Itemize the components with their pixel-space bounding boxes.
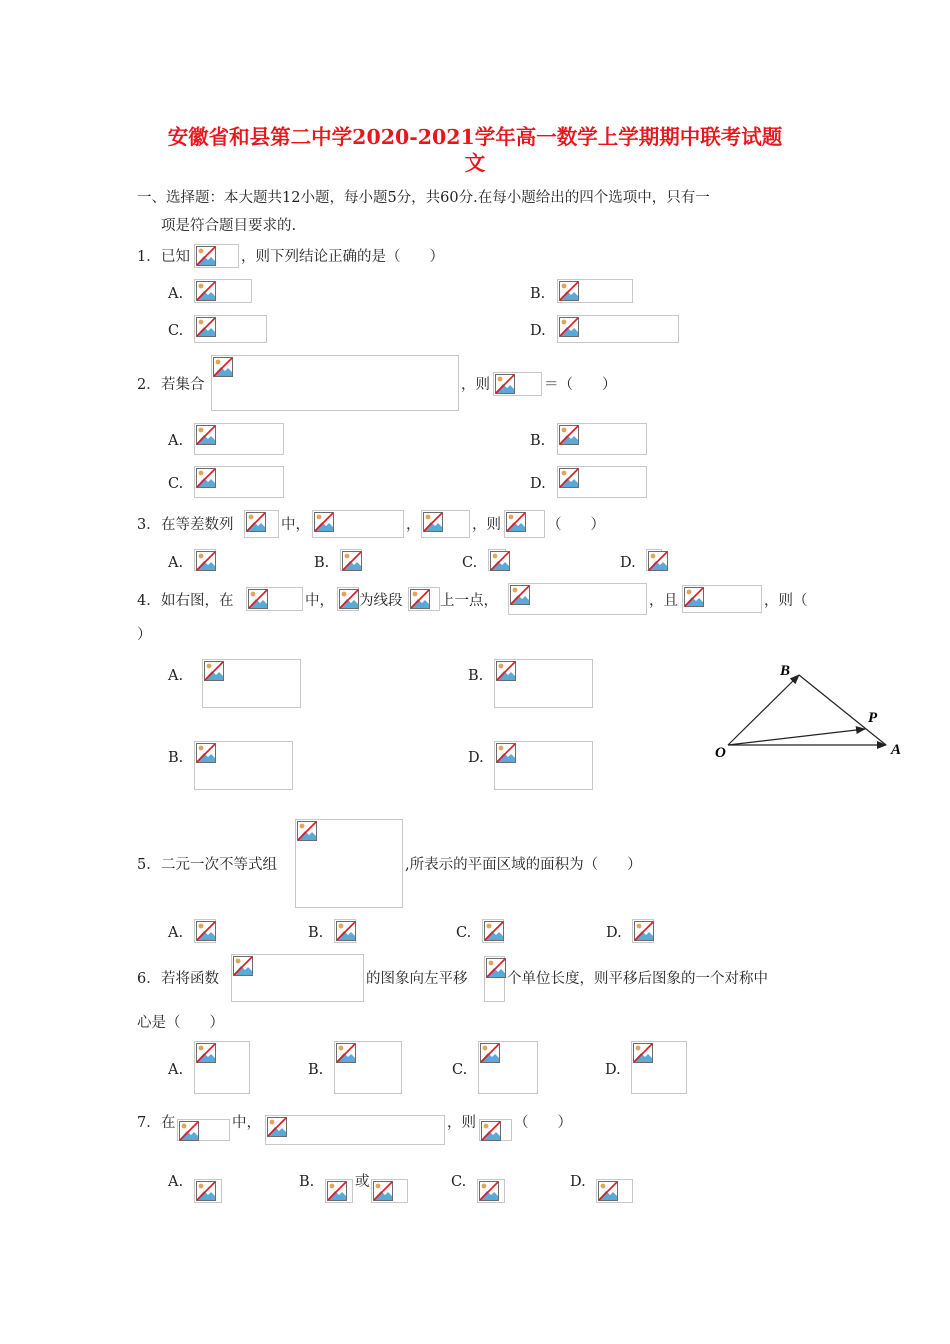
question-text: 已知 [161, 249, 190, 265]
document-title-line2: 文 [464, 151, 486, 175]
option-label: A. [168, 433, 184, 449]
formula-image [408, 587, 440, 611]
option-label: D. [530, 476, 546, 492]
broken-image-icon [480, 1043, 500, 1063]
broken-image-icon [327, 1181, 347, 1201]
option-label: B. [308, 1062, 324, 1078]
option-label: A. [168, 555, 184, 571]
option-label: B. [299, 1174, 315, 1190]
question-text: 的图象向左平移 [366, 971, 468, 987]
option-image [494, 741, 593, 790]
option-label: A. [168, 286, 184, 302]
option-image [646, 549, 662, 571]
question-text: ） [137, 627, 152, 643]
option-label: A. [168, 1174, 184, 1190]
formula-image [177, 1119, 230, 1141]
question-number: 7． [137, 1115, 161, 1131]
broken-image-icon [267, 1117, 287, 1137]
vector-triangle-figure [705, 650, 915, 765]
section-instruction: 一、选择题：本大题共12小题，每小题5分，共60分.在每小题给出的四个选项中，只有一 [137, 190, 710, 206]
formula-image [246, 587, 303, 611]
option-label: C. [452, 1062, 468, 1078]
option-image [478, 1041, 538, 1094]
broken-image-icon [297, 821, 317, 841]
option-label: D. [605, 1062, 621, 1078]
vector-op [728, 729, 865, 745]
option-label: B. [530, 286, 546, 302]
broken-image-icon [559, 425, 579, 445]
broken-image-icon [339, 589, 359, 609]
option-label: C. [168, 476, 184, 492]
formula-image [484, 956, 505, 1002]
option-image [194, 423, 284, 455]
option-label: A. [168, 925, 184, 941]
broken-image-icon [196, 281, 216, 301]
broken-image-icon [559, 281, 579, 301]
question-text: 中， [305, 593, 334, 609]
broken-image-icon [213, 357, 233, 377]
option-label: D. [468, 750, 484, 766]
option-image [596, 1179, 633, 1203]
question-text: 若将函数 [161, 971, 219, 987]
broken-image-icon [314, 512, 334, 532]
broken-image-icon [486, 958, 506, 978]
option-image [340, 549, 362, 571]
broken-image-icon [246, 512, 266, 532]
option-image [334, 919, 356, 943]
broken-image-icon [196, 246, 216, 266]
broken-image-icon [179, 1121, 199, 1141]
broken-image-icon [196, 921, 216, 941]
broken-image-icon [196, 468, 216, 488]
option-image [482, 919, 504, 943]
option-label: A. [168, 1062, 184, 1078]
formula-image [479, 1119, 512, 1141]
question-text: ，则下列结论正确的是（ ） [241, 249, 444, 265]
option-image [194, 549, 216, 571]
question-number: 5． [137, 857, 161, 873]
question-text: ，则 [461, 377, 490, 393]
formula-image [231, 954, 364, 1002]
option-label: C. [168, 323, 184, 339]
broken-image-icon [196, 551, 216, 571]
formula-image [682, 585, 762, 613]
broken-image-icon [196, 1043, 216, 1063]
option-image [632, 919, 654, 943]
vector-ob [728, 675, 799, 745]
question-text: 中， [232, 1115, 261, 1131]
broken-image-icon [336, 1043, 356, 1063]
broken-image-icon [490, 551, 510, 571]
broken-image-icon [633, 1043, 653, 1063]
option-label: C. [451, 1174, 467, 1190]
formula-image [421, 510, 470, 538]
option-label: D. [620, 555, 636, 571]
question-text: （ ） [547, 517, 605, 533]
broken-image-icon [648, 551, 668, 571]
option-image [477, 1179, 505, 1203]
broken-image-icon [196, 425, 216, 445]
broken-image-icon [496, 661, 516, 681]
question-number: 2． [137, 377, 161, 393]
question-text: ,所表示的平面区域的面积为（ ） [405, 857, 642, 873]
option-image [557, 315, 679, 343]
question-text: 如右图，在 [161, 593, 234, 609]
broken-image-icon [495, 374, 515, 394]
broken-image-icon [559, 468, 579, 488]
label-o: O [715, 745, 726, 761]
option-image [488, 549, 506, 571]
option-image [194, 741, 293, 790]
question-text: 心是（ ） [137, 1015, 224, 1031]
section-instruction-line2: 项是符合题目要求的. [161, 218, 297, 234]
option-image [194, 919, 216, 943]
formula-image [194, 244, 239, 268]
option-label: B. [308, 925, 324, 941]
broken-image-icon [373, 1181, 393, 1201]
question-text: 二元一次不等式组 [161, 857, 277, 873]
option-image [194, 1179, 222, 1203]
question-text: （ ） [514, 1115, 572, 1131]
option-image [371, 1179, 408, 1203]
broken-image-icon [196, 743, 216, 763]
broken-image-icon [342, 551, 362, 571]
question-text: ，则 [447, 1115, 476, 1131]
option-label: B. [168, 750, 184, 766]
formula-image [508, 583, 647, 615]
option-image [557, 423, 647, 455]
question-text: 中， [281, 517, 310, 533]
label-b: B [780, 663, 791, 679]
question-text: 上一点， [440, 593, 498, 609]
question-text: ，则（ [764, 593, 808, 609]
formula-image [265, 1115, 445, 1145]
option-image [325, 1179, 353, 1203]
document-title: 安徽省和县第二中学2020-2021学年高一数学上学期期中联考试题 [167, 125, 783, 149]
formula-image [504, 510, 545, 538]
option-image [194, 279, 252, 303]
formula-image [211, 355, 459, 411]
broken-image-icon [559, 317, 579, 337]
broken-image-icon [248, 589, 268, 609]
option-label: C. [456, 925, 472, 941]
broken-image-icon [204, 661, 224, 681]
label-p: P [868, 710, 878, 726]
question-text: 在 [161, 1115, 176, 1131]
question-text: ， [406, 517, 421, 533]
question-text: 若集合 [161, 377, 205, 393]
question-text: ，则 [472, 517, 501, 533]
broken-image-icon [410, 589, 430, 609]
option-label: C. [462, 555, 478, 571]
broken-image-icon [196, 317, 216, 337]
broken-image-icon [484, 921, 504, 941]
option-label: D. [570, 1174, 586, 1190]
option-or-text: 或 [355, 1174, 370, 1190]
broken-image-icon [479, 1181, 499, 1201]
option-label: B. [530, 433, 546, 449]
option-image [194, 466, 284, 498]
option-label: D. [530, 323, 546, 339]
option-label: A. [168, 668, 184, 684]
option-image [494, 659, 593, 708]
question-number: 3． [137, 517, 161, 533]
broken-image-icon [423, 512, 443, 532]
option-image [202, 659, 301, 708]
question-number: 4． [137, 593, 161, 609]
question-number: 1． [137, 249, 161, 265]
broken-image-icon [598, 1181, 618, 1201]
option-image [631, 1041, 687, 1094]
option-label: B. [468, 668, 484, 684]
formula-image [493, 372, 542, 396]
option-image [334, 1041, 402, 1094]
formula-image [337, 587, 359, 611]
broken-image-icon [634, 921, 654, 941]
option-image [557, 279, 633, 303]
question-text: 为线段 [359, 593, 403, 609]
broken-image-icon [684, 587, 704, 607]
option-image [557, 466, 647, 498]
option-label: D. [606, 925, 622, 941]
broken-image-icon [496, 743, 516, 763]
broken-image-icon [336, 921, 356, 941]
question-text: ，且 [649, 593, 678, 609]
formula-image [244, 510, 279, 538]
broken-image-icon [196, 1181, 216, 1201]
question-text: ＝（ ） [544, 377, 617, 393]
broken-image-icon [233, 956, 253, 976]
question-text: 在等差数列 [161, 517, 234, 533]
question-text: 个单位长度，则平移后图象的一个对称中 [507, 971, 768, 987]
broken-image-icon [481, 1121, 501, 1141]
broken-image-icon [506, 512, 526, 532]
option-image [194, 315, 267, 343]
option-image [194, 1041, 250, 1094]
broken-image-icon [510, 585, 530, 605]
label-a: A [891, 742, 902, 758]
question-number: 6． [137, 971, 161, 987]
formula-image [312, 510, 404, 538]
formula-image [295, 819, 403, 908]
option-label: B. [314, 555, 330, 571]
